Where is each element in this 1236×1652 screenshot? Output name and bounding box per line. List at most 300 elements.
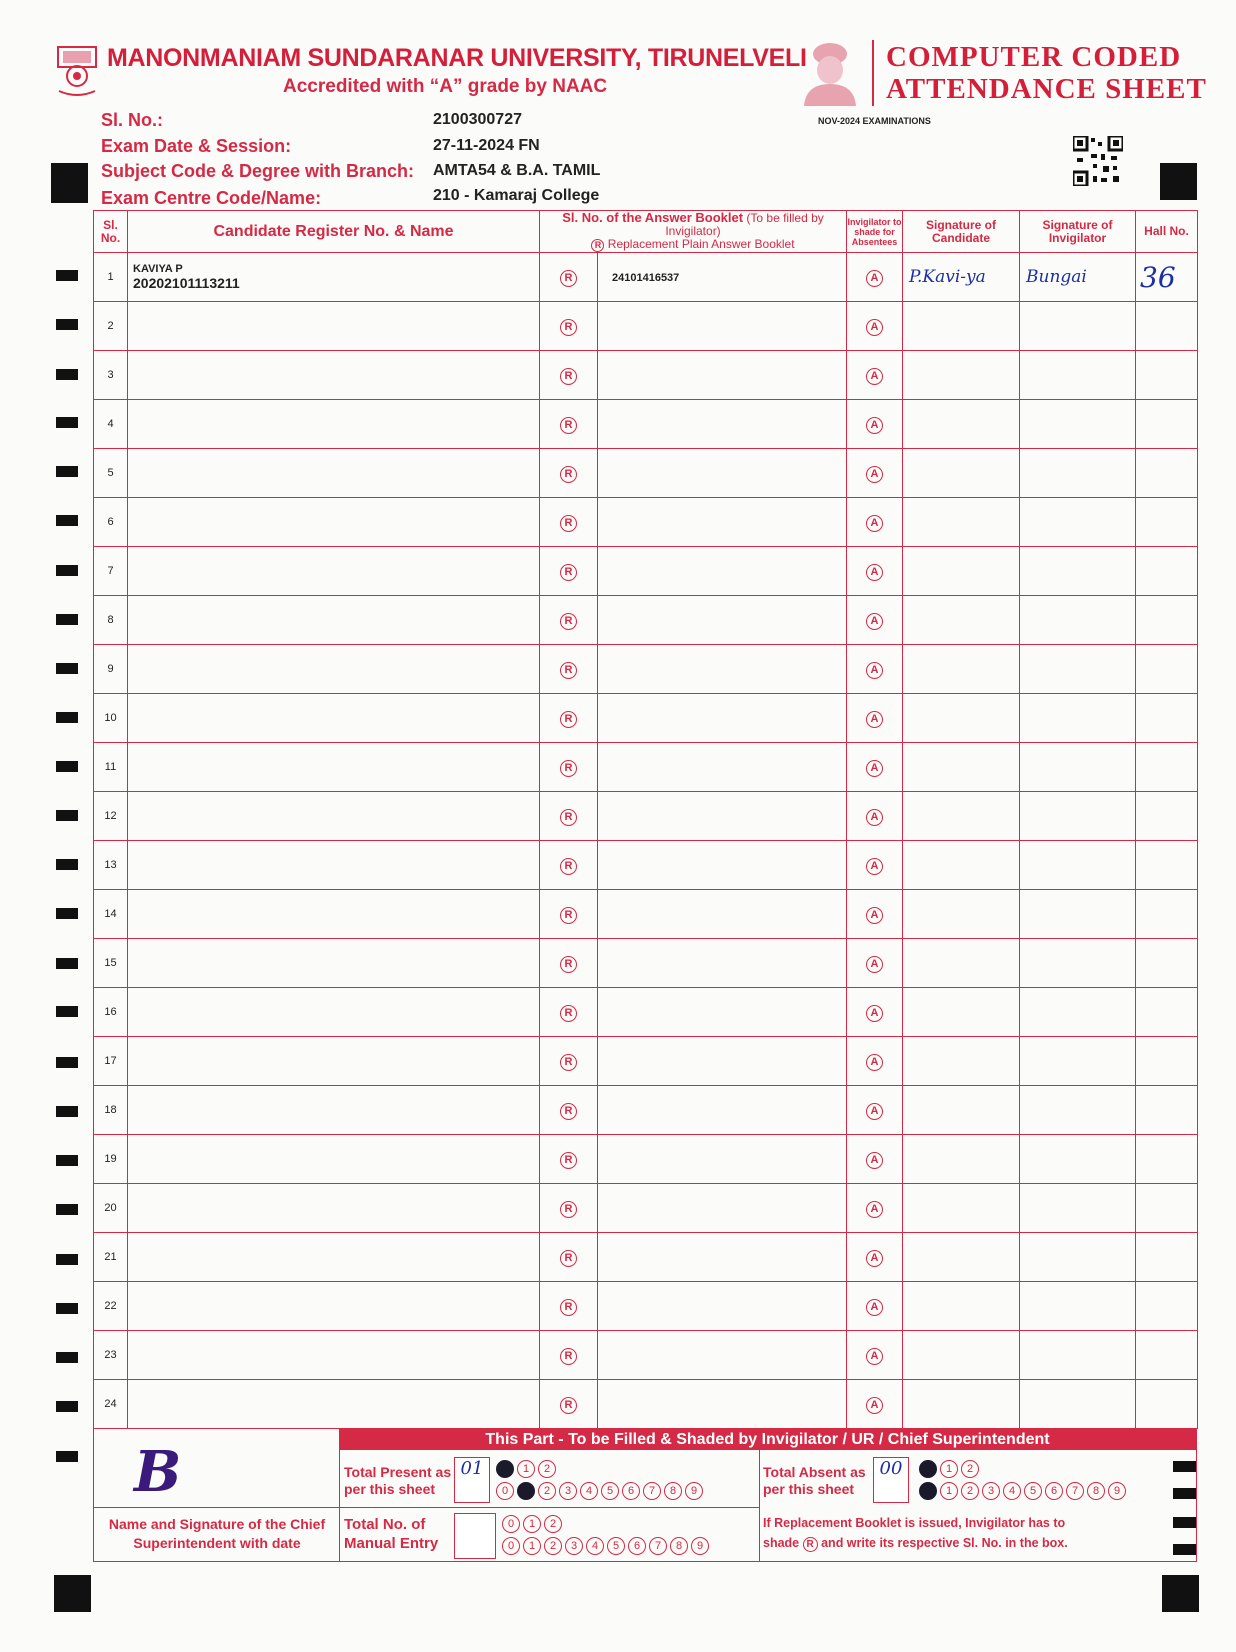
invigilator-signature-cell[interactable] [1020,645,1136,694]
candidate-signature-cell[interactable] [903,1380,1020,1429]
absent-cell[interactable] [847,351,903,400]
absent-cell[interactable] [847,1086,903,1135]
absent-bubble[interactable]: A [866,858,883,875]
absent-bubble[interactable]: A [866,1299,883,1316]
replacement-bubble[interactable]: R [560,1397,577,1414]
invigilator-signature-cell[interactable] [1020,1184,1136,1233]
hall-cell[interactable] [1136,939,1198,988]
sheet-title-line2: ATTENDANCE SHEET [886,73,1207,105]
booklet-cell[interactable] [598,1086,847,1135]
replacement-bubble[interactable]: R [560,1103,577,1120]
present-dot[interactable]: 0 [496,1482,514,1500]
replacement-cell[interactable] [540,596,598,645]
absent-bubble[interactable]: A [866,417,883,434]
candidate-cell [128,449,540,498]
replacement-bubble[interactable]: R [560,1005,577,1022]
booklet-cell[interactable] [598,1331,847,1380]
absent-cell[interactable] [847,645,903,694]
absent-dot[interactable]: 9 [1108,1482,1126,1500]
candidate-cell [128,302,540,351]
hall-cell[interactable] [1136,253,1198,302]
manual-dot[interactable]: 8 [670,1537,688,1555]
booklet-cell[interactable] [598,1380,847,1429]
booklet-cell[interactable] [598,449,847,498]
absent-bubble[interactable]: A [866,515,883,532]
absent-bubble[interactable]: A [866,956,883,973]
replacement-cell[interactable] [540,1086,598,1135]
booklet-number: 24101416537 [612,272,680,284]
replacement-bubble[interactable]: R [560,270,577,287]
invigilator-signature-cell[interactable] [1020,351,1136,400]
table-row [94,547,1198,596]
candidate-signature-cell[interactable] [903,253,1020,302]
invigilator-signature-cell[interactable] [1020,890,1136,939]
row-sl: 12 [94,792,128,841]
booklet-cell[interactable] [598,302,847,351]
invigilator-signature-cell[interactable] [1020,1135,1136,1184]
hall-cell[interactable] [1136,498,1198,547]
replacement-bubble[interactable]: R [560,711,577,728]
manual-dot[interactable]: 0 [502,1537,520,1555]
replacement-bubble[interactable]: R [560,515,577,532]
replacement-bubble[interactable]: R [560,613,577,630]
table-row [94,1331,1198,1380]
invigilator-signature-cell[interactable] [1020,1086,1136,1135]
university-name: MANONMANIAM SUNDARANAR UNIVERSITY, TIRUNELVELI [107,44,807,72]
present-dot[interactable]: 3 [559,1482,577,1500]
replacement-bubble[interactable]: R [560,1299,577,1316]
replacement-bubble[interactable]: R [560,858,577,875]
candidate-cell [128,645,540,694]
row-sl: 15 [94,939,128,988]
absent-cell[interactable] [847,743,903,792]
absent-cell[interactable] [847,400,903,449]
manual-dot[interactable]: 1 [523,1537,541,1555]
replacement-bubble[interactable]: R [560,564,577,581]
replacement-cell[interactable] [540,1135,598,1184]
candidate-signature-cell[interactable] [903,988,1020,1037]
manual-dot[interactable]: 2 [544,1537,562,1555]
booklet-cell[interactable] [598,1184,847,1233]
row-sl: 7 [94,547,128,596]
corner-mark-right-top [1160,163,1197,200]
replacement-cell[interactable] [540,694,598,743]
candidate-signature-cell[interactable] [903,890,1020,939]
absent-cell[interactable] [847,1037,903,1086]
table-row [94,400,1198,449]
booklet-cell[interactable] [598,645,847,694]
booklet-cell[interactable] [598,1135,847,1184]
col-booklet: Sl. No. of the Answer Booklet (To be filled by Invigilator) R Replacement Plain Answer Booklet [540,211,847,253]
replacement-cell[interactable] [540,547,598,596]
absent-bubble[interactable]: A [866,1103,883,1120]
absent-cell[interactable] [847,988,903,1037]
present-dot[interactable]: 1 [517,1460,535,1478]
col-candidate: Candidate Register No. & Name [128,211,540,253]
candidate-cell [128,792,540,841]
replacement-cell[interactable] [540,1331,598,1380]
replacement-cell[interactable] [540,400,598,449]
summary-band: This Part - To be Filled & Shaded by Invigilator / UR / Chief Superintendent [339,1429,1196,1450]
table-row [94,792,1198,841]
replacement-bubble[interactable]: R [560,956,577,973]
candidate-cell [128,939,540,988]
manual-dot[interactable]: 6 [628,1537,646,1555]
invigilator-signature: Bungai [1026,267,1087,287]
absent-bubble[interactable]: A [866,809,883,826]
absent-cell[interactable] [847,1380,903,1429]
hall-cell[interactable] [1136,302,1198,351]
candidate-signature-cell[interactable] [903,596,1020,645]
invigilator-signature-cell[interactable] [1020,302,1136,351]
booklet-cell[interactable] [598,841,847,890]
candidate-signature-cell[interactable] [903,1135,1020,1184]
absent-digits-bottom[interactable] [919,1482,1126,1500]
absent-dot[interactable]: 7 [1066,1482,1084,1500]
table-row [94,449,1198,498]
replacement-cell[interactable] [540,498,598,547]
present-dot[interactable]: 0 [496,1460,514,1478]
replacement-cell[interactable] [540,988,598,1037]
table-header [94,211,1198,253]
row-sl: 21 [94,1233,128,1282]
total-present-label: Total Present as per this sheet [344,1464,452,1497]
candidate-signature-cell[interactable] [903,939,1020,988]
absent-dot[interactable]: 2 [961,1482,979,1500]
absent-cell[interactable] [847,792,903,841]
invigilator-signature-cell[interactable] [1020,1233,1136,1282]
manual-dot[interactable]: 2 [544,1515,562,1533]
replacement-bubble[interactable]: R [560,1201,577,1218]
absent-cell[interactable] [847,1135,903,1184]
table-row [94,1184,1198,1233]
invigilator-signature-cell[interactable] [1020,743,1136,792]
invigilator-signature-cell[interactable] [1020,1331,1136,1380]
absent-dot[interactable]: 1 [940,1460,958,1478]
replacement-bubble[interactable]: R [560,368,577,385]
booklet-cell[interactable] [598,939,847,988]
accreditation-text: Accredited with “A” grade by NAAC [283,76,608,97]
col-absent: Invigilator to shade for Absentees [847,211,903,253]
absent-cell[interactable] [847,547,903,596]
exam-date-value: 27-11-2024 FN [433,137,540,154]
absent-bubble[interactable]: A [866,368,883,385]
absent-bubble[interactable]: A [866,662,883,679]
replacement-cell[interactable] [540,253,598,302]
row-sl: 1 [94,253,128,302]
row-sl: 19 [94,1135,128,1184]
absent-dot[interactable]: 2 [961,1460,979,1478]
absent-cell[interactable] [847,1331,903,1380]
hall-cell[interactable] [1136,841,1198,890]
invigilator-signature-cell[interactable] [1020,841,1136,890]
replacement-cell[interactable] [540,1380,598,1429]
booklet-cell[interactable] [598,1037,847,1086]
replacement-bubble[interactable]: R [560,1348,577,1365]
absent-dot[interactable]: 5 [1024,1482,1042,1500]
present-dot[interactable]: 9 [685,1482,703,1500]
candidate-signature-cell[interactable] [903,302,1020,351]
hall-cell[interactable] [1136,988,1198,1037]
candidate-signature-cell[interactable] [903,1086,1020,1135]
present-dot[interactable]: 7 [643,1482,661,1500]
absent-dot[interactable]: 3 [982,1482,1000,1500]
table-row [94,351,1198,400]
total-absent-box[interactable]: 00 [873,1457,909,1503]
hall-cell[interactable] [1136,1086,1198,1135]
absent-cell[interactable] [847,253,903,302]
invigilator-signature-cell[interactable] [1020,596,1136,645]
booklet-cell[interactable] [598,988,847,1037]
total-absent-label: Total Absent as per this sheet [763,1464,866,1497]
manual-digits-bottom[interactable] [502,1537,709,1555]
replacement-cell[interactable] [540,939,598,988]
absent-cell[interactable] [847,694,903,743]
manual-dot[interactable]: 0 [502,1515,520,1533]
invigilator-signature-cell[interactable] [1020,253,1136,302]
hall-cell[interactable] [1136,1233,1198,1282]
absent-dot[interactable]: 6 [1045,1482,1063,1500]
replacement-cell[interactable] [540,351,598,400]
candidate-signature-cell[interactable] [903,792,1020,841]
hall-cell[interactable] [1136,351,1198,400]
chief-superintendent-label: Name and Signature of the Chief Superintendent with date [108,1516,326,1551]
invigilator-signature-cell[interactable] [1020,694,1136,743]
candidate-name: KAVIYA P [133,263,183,275]
total-present-box[interactable]: 01 [454,1457,490,1503]
row-sl: 14 [94,890,128,939]
replacement-cell[interactable] [540,841,598,890]
booklet-cell[interactable] [598,890,847,939]
absent-cell[interactable] [847,449,903,498]
replacement-cell[interactable] [540,1184,598,1233]
invigilator-signature-cell[interactable] [1020,449,1136,498]
present-dot[interactable]: 5 [601,1482,619,1500]
invigilator-signature-cell[interactable] [1020,547,1136,596]
table-row [94,988,1198,1037]
row-sl: 24 [94,1380,128,1429]
present-dot[interactable]: 8 [664,1482,682,1500]
present-dot[interactable]: 4 [580,1482,598,1500]
absent-bubble[interactable]: A [866,564,883,581]
replacement-cell[interactable] [540,792,598,841]
candidate-cell [128,1380,540,1429]
manual-dot[interactable]: 4 [586,1537,604,1555]
candidate-signature-cell[interactable] [903,841,1020,890]
manual-dot[interactable]: 9 [691,1537,709,1555]
absent-cell[interactable] [847,1282,903,1331]
table-row [94,596,1198,645]
candidate-signature-cell[interactable] [903,498,1020,547]
absent-digits-top[interactable] [919,1460,979,1478]
absent-bubble[interactable]: A [866,466,883,483]
replacement-bubble[interactable]: R [560,809,577,826]
absent-bubble[interactable]: A [866,907,883,924]
table-row [94,1135,1198,1184]
subject-label: Subject Code & Degree with Branch: [101,161,415,181]
qr-code-icon [1073,136,1123,186]
absent-cell[interactable] [847,1184,903,1233]
replacement-bubble[interactable]: R [560,907,577,924]
hall-cell[interactable] [1136,596,1198,645]
booklet-cell[interactable] [598,498,847,547]
absent-bubble[interactable]: A [866,613,883,630]
candidate-signature-cell[interactable] [903,1184,1020,1233]
absent-bubble[interactable]: A [866,270,883,287]
absent-cell[interactable] [847,939,903,988]
absent-cell[interactable] [847,596,903,645]
replacement-cell[interactable] [540,743,598,792]
invigilator-signature-cell[interactable] [1020,939,1136,988]
candidate-cell [128,400,540,449]
row-sl: 22 [94,1282,128,1331]
hall-cell[interactable] [1136,1282,1198,1331]
booklet-cell[interactable] [598,792,847,841]
candidate-signature-cell[interactable] [903,1282,1020,1331]
present-digits-bottom[interactable] [496,1482,703,1500]
candidate-cell [128,351,540,400]
candidate-cell [128,988,540,1037]
hall-cell[interactable] [1136,1380,1198,1429]
table-row [94,1233,1198,1282]
replacement-bubble[interactable]: R [560,1152,577,1169]
absent-cell[interactable] [847,1233,903,1282]
hall-cell[interactable] [1136,792,1198,841]
absent-dot[interactable]: 0 [919,1482,937,1500]
absent-bubble[interactable]: A [866,760,883,777]
present-dot[interactable]: 6 [622,1482,640,1500]
sheet-title-line1: COMPUTER CODED [886,41,1182,73]
candidate-cell [128,1233,540,1282]
booklet-cell[interactable] [598,547,847,596]
candidate-cell [128,1086,540,1135]
booklet-cell[interactable] [598,1233,847,1282]
hall-cell[interactable] [1136,1135,1198,1184]
absent-dot[interactable]: 4 [1003,1482,1021,1500]
absent-bubble[interactable]: A [866,1054,883,1071]
replacement-cell[interactable] [540,449,598,498]
invigilator-signature-cell[interactable] [1020,988,1136,1037]
manual-dot[interactable]: 7 [649,1537,667,1555]
candidate-cell [128,1135,540,1184]
manual-digits-top[interactable] [502,1515,562,1533]
absent-dot[interactable]: 1 [940,1482,958,1500]
candidate-signature-cell[interactable] [903,1331,1020,1380]
replacement-cell[interactable] [540,890,598,939]
invigilator-signature-cell[interactable] [1020,792,1136,841]
hall-cell[interactable] [1136,1184,1198,1233]
booklet-cell[interactable] [598,694,847,743]
absent-cell[interactable] [847,302,903,351]
absent-bubble[interactable]: A [866,319,883,336]
hall-cell[interactable] [1136,694,1198,743]
register-number: 20202101113211 [133,275,240,291]
absent-bubble[interactable]: A [866,711,883,728]
replacement-bubble[interactable]: R [560,466,577,483]
row-sl: 5 [94,449,128,498]
hall-cell[interactable] [1136,1037,1198,1086]
candidate-signature-cell[interactable] [903,694,1020,743]
manual-dot[interactable]: 1 [523,1515,541,1533]
candidate-signature-cell[interactable] [903,1233,1020,1282]
present-dot[interactable]: 2 [538,1460,556,1478]
present-dot[interactable]: 2 [538,1482,556,1500]
candidate-signature-cell[interactable] [903,351,1020,400]
invigilator-signature-cell[interactable] [1020,1037,1136,1086]
present-digits-top[interactable] [496,1460,556,1478]
absent-bubble[interactable]: A [866,1005,883,1022]
row-sl: 4 [94,400,128,449]
booklet-cell[interactable] [598,351,847,400]
replacement-cell[interactable] [540,645,598,694]
manual-entry-box[interactable] [454,1513,496,1559]
replacement-bubble[interactable]: R [560,1250,577,1267]
absent-bubble[interactable]: A [866,1397,883,1414]
absent-bubble[interactable]: A [866,1250,883,1267]
booklet-cell[interactable] [598,400,847,449]
hall-cell[interactable] [1136,645,1198,694]
hall-cell[interactable] [1136,449,1198,498]
candidate-signature-cell[interactable] [903,449,1020,498]
row-sl: 16 [94,988,128,1037]
hall-cell[interactable] [1136,743,1198,792]
absent-bubble[interactable]: A [866,1348,883,1365]
absent-dot[interactable]: 8 [1087,1482,1105,1500]
replacement-cell[interactable] [540,1037,598,1086]
table-row [94,1037,1198,1086]
replacement-bubble[interactable]: R [560,319,577,336]
replacement-bubble[interactable]: R [560,662,577,679]
hall-cell[interactable] [1136,890,1198,939]
manual-dot[interactable]: 3 [565,1537,583,1555]
candidate-signature-cell[interactable] [903,400,1020,449]
row-sl: 18 [94,1086,128,1135]
invigilator-signature-cell[interactable] [1020,498,1136,547]
candidate-signature-cell[interactable] [903,547,1020,596]
candidate-cell [128,1331,540,1380]
replacement-cell[interactable] [540,302,598,351]
table-row [94,890,1198,939]
booklet-cell[interactable] [598,743,847,792]
replacement-bubble[interactable]: R [560,760,577,777]
candidate-signature-cell[interactable] [903,1037,1020,1086]
absent-cell[interactable] [847,890,903,939]
absent-bubble[interactable]: A [866,1152,883,1169]
invigilator-signature-cell[interactable] [1020,1380,1136,1429]
candidate-cell [128,1282,540,1331]
absent-bubble[interactable]: A [866,1201,883,1218]
present-dot[interactable]: 1 [517,1482,535,1500]
booklet-cell[interactable] [598,253,847,302]
hall-cell[interactable] [1136,1331,1198,1380]
manual-dot[interactable]: 5 [607,1537,625,1555]
candidate-signature-cell[interactable] [903,645,1020,694]
invigilator-signature-cell[interactable] [1020,400,1136,449]
replacement-bubble[interactable]: R [560,417,577,434]
candidate-signature-cell[interactable] [903,743,1020,792]
invigilator-signature-cell[interactable] [1020,1282,1136,1331]
replacement-bubble[interactable]: R [560,1054,577,1071]
absent-dot[interactable]: 0 [919,1460,937,1478]
booklet-cell[interactable] [598,1282,847,1331]
replacement-cell[interactable] [540,1282,598,1331]
absent-cell[interactable] [847,841,903,890]
hall-cell[interactable] [1136,547,1198,596]
booklet-cell[interactable] [598,596,847,645]
absent-cell[interactable] [847,498,903,547]
replacement-cell[interactable] [540,1233,598,1282]
hall-cell[interactable] [1136,400,1198,449]
